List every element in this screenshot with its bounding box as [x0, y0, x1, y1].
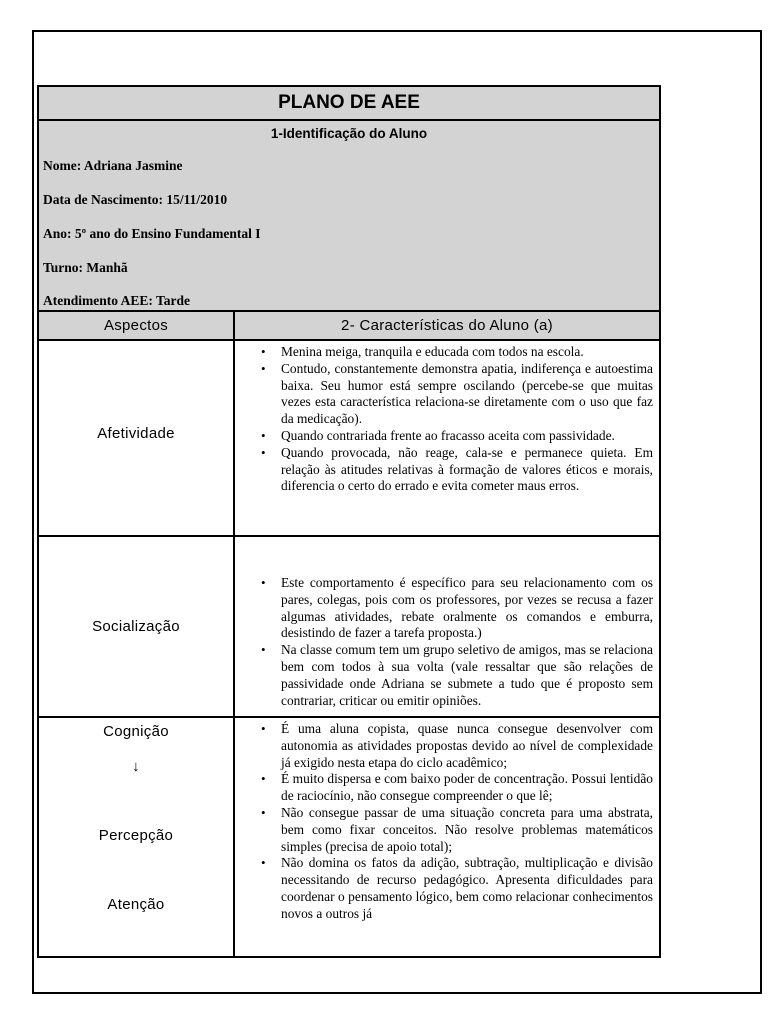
- aspect-percepcao: Percepção: [98, 827, 174, 844]
- list-item: • Quando provocada, não reage, cala-se e permanece quieta. Em relação às atitudes relativas à formação de valores éticos e morais, diferencia o certo do errado e evita cometer maus erros.: [261, 445, 653, 495]
- list-item: • Na classe comum tem um grupo seletivo de amigos, mas se relaciona bem com todos à sua volta (vale ressaltar que são relações de passividade onde Adriana se submete a tudo que é proposto sem contrariar, criticar ou emitir opiniões.: [261, 642, 653, 709]
- table-row-socializacao: [39, 537, 659, 718]
- list-item: • Este comportamento é específico para seu relacionamento com os pares, colegas, pois com os professores, por vezes se recusa a fazer algumas atividades, rebate oralmente os comandos e emburra, desistindo de fazer a tarefa proposta.): [261, 575, 653, 642]
- school-year: Ano: 5º ano do Ensino Fundamental I: [43, 226, 261, 241]
- aspect-afetividade: Afetividade: [39, 341, 235, 535]
- table-header-row: [39, 312, 659, 341]
- list-item: • Menina meiga, tranquila e educada com todos na escola.: [261, 344, 653, 361]
- list-item: • Quando contrariada frente ao fracasso aceita com passividade.: [261, 428, 653, 445]
- characteristics-cognicao: [235, 718, 659, 956]
- list-item: • É uma aluna copista, quase nunca consegue desenvolver com autonomia as atividades propostas devido ao nível de complexidade já exigido nesta etapa do ciclo acadêmico;: [261, 721, 653, 771]
- characteristics-socializacao: [235, 537, 659, 716]
- list-item: • Não consegue passar de uma situação concreta para uma abstrata, bem como fixar conceitos. Não resolve problemas matemáticos simples (precisa de apoio total);: [261, 805, 653, 855]
- list-item: • É muito dispersa e com baixo poder de concentração. Possui lentidão de raciocínio, não consegue compreender o que lê;: [261, 771, 653, 805]
- identification-heading: 1-Identificação do Aluno: [270, 126, 428, 141]
- shift: Turno: Manhã: [43, 260, 128, 275]
- list-item: • Não domina os fatos da adição, subtração, multiplicação e divisão necessitando de recurso pedagógico. Apresenta dificuldades para coordenar o pensamento lógico, bem como relacionar conhecimentos novos a outros já: [261, 855, 653, 922]
- header-aspects: Aspectos: [39, 312, 235, 339]
- student-name: Nome: Adriana Jasmine: [43, 158, 183, 173]
- table-row-cognicao: [39, 718, 659, 956]
- aspect-cognicao: Cognição: [103, 723, 169, 740]
- aspect-cognicao-group: [39, 718, 235, 956]
- birth-date: Data de Nascimento: 15/11/2010: [43, 192, 228, 207]
- aspect-socializacao: Socialização: [39, 537, 235, 716]
- aspect-atencao: Atenção: [107, 896, 165, 913]
- header-characteristics: 2- Características do Aluno (a): [341, 317, 553, 334]
- list-item: • Contudo, constantemente demonstra apatia, indiferença e autoestima baixa. Seu humor está sempre oscilando (percebe-se que muitas vezes esta característica relaciona-se diretamente com o uso que faz da medicação).: [261, 361, 653, 428]
- aee-service-shift: Atendimento AEE: Tarde: [43, 293, 191, 308]
- document-title: PLANO DE AEE: [39, 87, 659, 121]
- arrow-down-icon: ↓: [132, 758, 140, 775]
- student-identification-section: [39, 121, 659, 312]
- aee-plan-document: [37, 85, 661, 958]
- characteristics-afetividade: [235, 341, 659, 535]
- table-row-afetividade: [39, 341, 659, 537]
